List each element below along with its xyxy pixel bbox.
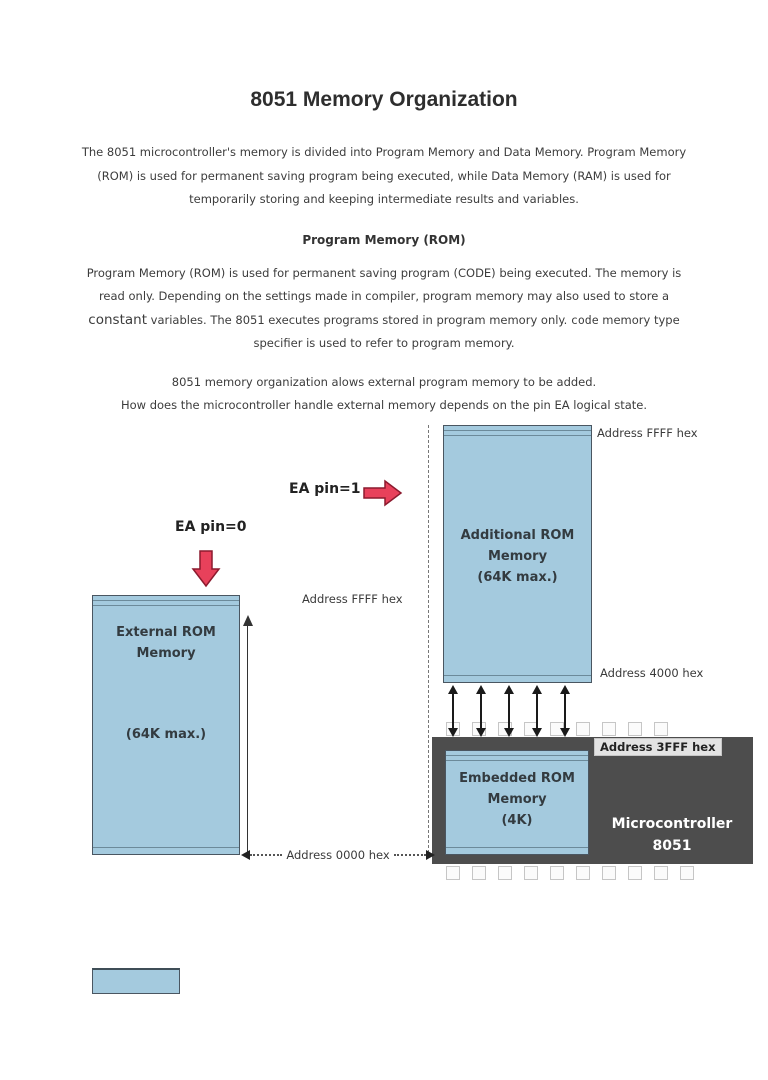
text-line: 8051 memory organization alows external program memory to be added. <box>171 374 597 389</box>
chip-pin <box>524 866 538 880</box>
chip-pin <box>628 866 642 880</box>
external-memory-paragraph <box>0 371 768 418</box>
address-3fff-label: Address 3FFF hex <box>594 738 722 756</box>
box-text-line: (4K) <box>501 812 533 828</box>
additional-rom-box <box>443 425 592 683</box>
chip-pin <box>628 722 642 736</box>
ea-pin1-label: EA pin=1 <box>289 480 361 497</box>
dotted-line <box>250 854 282 856</box>
dotted-line <box>394 854 426 856</box>
address-ffff-top-label: Address FFFF hex <box>597 425 698 440</box>
next-figure-fragment <box>92 968 180 994</box>
external-rom-box <box>92 595 240 855</box>
chip-pin <box>446 866 460 880</box>
memory-organization-diagram <box>0 418 768 994</box>
text-segment: variables. The 8051 executes programs stored in program memory only. <box>146 312 571 327</box>
chip-pin <box>602 866 616 880</box>
box-text-line: Memory <box>136 645 196 661</box>
box-strip <box>93 847 239 848</box>
chip-pin <box>576 866 590 880</box>
bus-arrow-icon <box>508 694 510 728</box>
text-line: The 8051 microcontroller's memory is divided into Program Memory and Data Memory. Program Memory <box>81 145 687 159</box>
right-arrowhead-icon <box>426 850 435 860</box>
microcontroller-label <box>593 813 751 857</box>
ea0-down-arrow-icon <box>191 550 221 588</box>
box-text-line: (64K max.) <box>477 569 558 585</box>
chip-pin <box>680 866 694 880</box>
left-arrowhead-icon <box>241 850 250 860</box>
box-text-line: External ROM <box>116 624 216 640</box>
box-text-line: Embedded ROM <box>459 770 575 786</box>
text-line: Program Memory (ROM) is used for permanent saving program (CODE) being executed. The memory is <box>86 265 682 280</box>
box-text-line: Memory <box>487 548 548 564</box>
page-title: 8051 Memory Organization <box>250 88 518 111</box>
box-strip <box>444 675 591 676</box>
chip-pin <box>654 722 668 736</box>
address-ffff-mid-label: Address FFFF hex <box>302 591 403 606</box>
box-text-line: (64K max.) <box>125 726 207 742</box>
box-text-line: Additional ROM <box>460 527 575 543</box>
chip-pin <box>498 866 512 880</box>
bus-arrow-icon <box>480 694 482 728</box>
intro-paragraph <box>0 141 768 212</box>
additional-rom-label <box>444 426 591 588</box>
address-range-up-arrow <box>247 625 248 855</box>
chip-pin <box>602 722 616 736</box>
code-keyword: code <box>570 312 599 327</box>
box-text-line: Microcontroller <box>611 815 733 832</box>
box-text-line: 8051 <box>652 837 692 854</box>
bus-arrow-icon <box>564 694 566 728</box>
ea-pin0-label: EA pin=0 <box>175 518 247 535</box>
chip-pin <box>576 722 590 736</box>
address-4000-label: Address 4000 hex <box>600 665 704 680</box>
constant-keyword: constant <box>88 311 147 328</box>
chip-pin <box>472 866 486 880</box>
bus-arrow-icon <box>452 694 454 728</box>
address-0000-label: Address 0000 hex <box>286 847 390 862</box>
ea1-right-arrow-icon <box>363 479 403 507</box>
text-line <box>0 309 768 333</box>
bus-arrow-icon <box>536 694 538 728</box>
text-line: specifier is used to refer to program memory. <box>253 336 515 350</box>
text-line: read only. Depending on the settings made in compiler, program memory may also used to store a <box>98 289 670 303</box>
box-strip <box>446 847 588 848</box>
box-text-line: Memory <box>487 791 547 807</box>
section-heading: Program Memory (ROM) <box>302 232 466 247</box>
program-memory-paragraph <box>0 262 768 356</box>
embedded-rom-box <box>445 750 589 855</box>
text-segment: memory type <box>598 312 680 327</box>
text-line: temporarily storing and keeping intermediate results and variables. <box>189 192 579 206</box>
text-line: How does the microcontroller handle external memory depends on the pin EA logical state. <box>120 398 648 412</box>
external-rom-label <box>93 596 239 745</box>
chip-pin <box>654 866 668 880</box>
embedded-rom-label <box>446 751 588 831</box>
address-0000-pointer <box>241 847 435 863</box>
address-boundary-dashed-line <box>428 425 429 858</box>
text-line: (ROM) is used for permanent saving program being executed, while Data Memory (RAM) is used for <box>97 168 671 183</box>
chip-pins-bottom <box>446 866 694 880</box>
chip-pin <box>550 866 564 880</box>
